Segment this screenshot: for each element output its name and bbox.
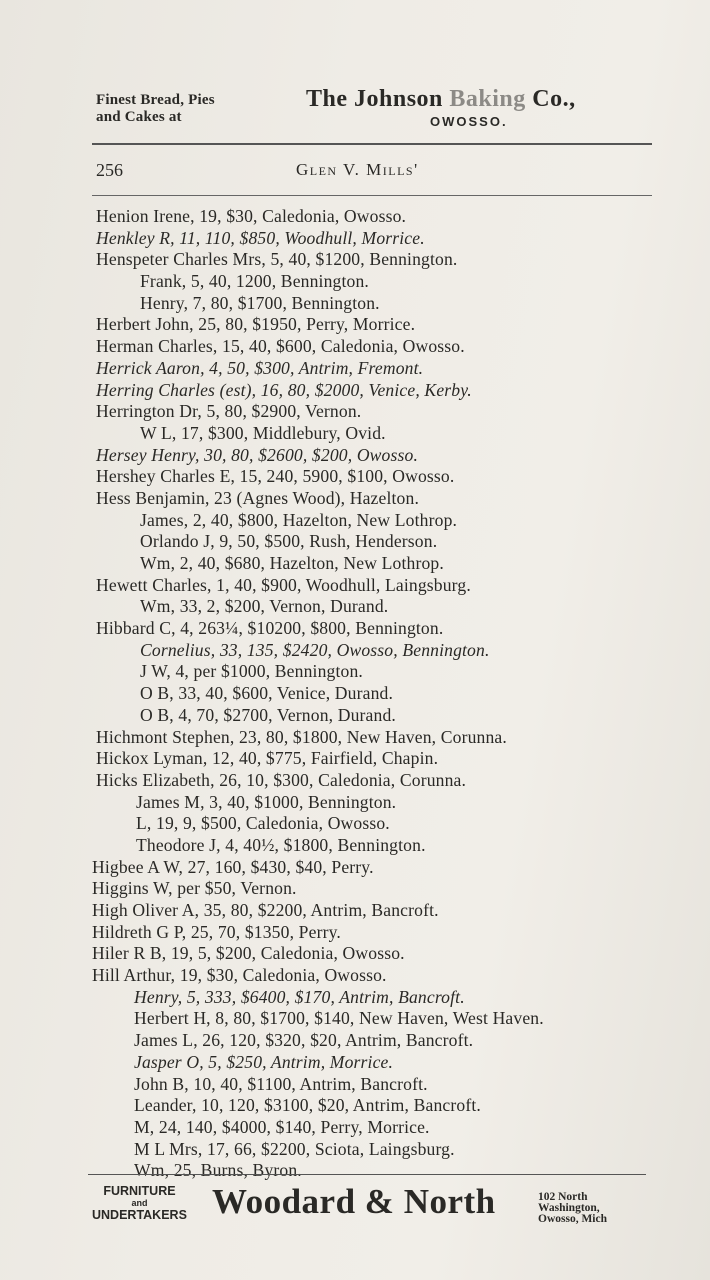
directory-entry: Higbee A W, 27, 160, $430, $40, Perry.: [92, 856, 374, 877]
ad-services: [92, 1185, 187, 1221]
ad-services-and: and: [131, 1198, 148, 1208]
header-rule: [92, 195, 652, 196]
directory-entry: Henry, 5, 333, $6400, $170, Antrim, Bancroft.: [134, 986, 465, 1007]
directory-entry: W L, 17, $300, Middlebury, Ovid.: [140, 422, 386, 443]
directory-entry: Hibbard C, 4, 263¼, $10200, $800, Bennington.: [96, 618, 444, 639]
directory-entry: James M, 3, 40, $1000, Bennington.: [136, 791, 397, 812]
ad-tagline-line1: Finest Bread, Pies: [96, 92, 215, 108]
directory-entry: James L, 26, 120, $320, $20, Antrim, Bancroft.: [134, 1030, 474, 1051]
running-title: Glen V. Mills': [296, 160, 419, 179]
directory-entry: M, 24, 140, $4000, $140, Perry, Morrice.: [134, 1116, 430, 1137]
ad-town: OWOSSO.: [430, 114, 508, 129]
directory-entry: Theodore J, 4, 40½, $1800, Bennington.: [136, 834, 426, 855]
directory-entry: Wm, 25, Burns, Byron.: [134, 1160, 302, 1181]
directory-entry: Herbert John, 25, 80, $1950, Perry, Morrice.: [96, 314, 416, 335]
top-rule: [92, 143, 652, 145]
ad-company-the: The: [306, 86, 348, 112]
directory-entry: Higgins W, per $50, Vernon.: [92, 878, 297, 899]
ad-company-baking: Baking: [449, 86, 526, 112]
directory-entry: Orlando J, 9, 50, $500, Rush, Henderson.: [140, 531, 438, 552]
directory-entry: Hess Benjamin, 23 (Agnes Wood), Hazelton.: [96, 487, 419, 508]
directory-entry: M L Mrs, 17, 66, $2200, Sciota, Laingsburg.: [134, 1138, 455, 1159]
directory-entry: Hershey Charles E, 15, 240, 5900, $100, Owosso.: [96, 466, 455, 487]
directory-entry: O B, 33, 40, $600, Venice, Durand.: [140, 683, 394, 704]
top-advertisement: [96, 86, 656, 136]
directory-entry: Hickox Lyman, 12, 40, $775, Fairfield, Chapin.: [96, 748, 439, 769]
page-number: 256: [96, 160, 123, 180]
directory-entry: Hicks Elizabeth, 26, 10, $300, Caledonia, Corunna.: [96, 769, 467, 790]
directory-entry: Henspeter Charles Mrs, 5, 40, $1200, Bennington.: [96, 249, 458, 270]
ad-services-undertakers: UNDERTAKERS: [92, 1208, 187, 1222]
directory-entry: Henion Irene, 19, $30, Caledonia, Owosso.: [96, 206, 407, 226]
directory-entry: Hewett Charles, 1, 40, $900, Woodhull, Laingsburg.: [96, 574, 471, 595]
bottom-rule: [88, 1174, 646, 1175]
ad-company-co: Co.,: [532, 86, 576, 112]
directory-entry: Herrick Aaron, 4, 50, $300, Antrim, Fremont.: [96, 357, 424, 378]
ad-company-johnson: Johnson: [354, 86, 443, 112]
directory-entry: J W, 4, per $1000, Bennington.: [140, 661, 363, 682]
directory-entry: Herrington Dr, 5, 80, $2900, Vernon.: [96, 401, 362, 422]
directory-entries: [0, 206, 710, 1182]
ad-address-line1: 102 North: [538, 1191, 588, 1203]
directory-entry: Hersey Henry, 30, 80, $2600, $200, Owosso.: [96, 444, 418, 465]
directory-entry: Henkley R, 11, 110, $850, Woodhull, Morrice.: [96, 227, 425, 248]
bottom-advertisement: [92, 1182, 652, 1232]
directory-entry: L, 19, 9, $500, Caledonia, Owosso.: [136, 813, 390, 834]
directory-entry: Frank, 5, 40, 1200, Bennington.: [140, 271, 369, 292]
directory-entry: Hildreth G P, 25, 70, $1350, Perry.: [92, 921, 341, 942]
ad-address: [538, 1192, 607, 1225]
directory-entry: Herbert H, 8, 80, $1700, $140, New Haven, West Haven.: [134, 1008, 544, 1029]
directory-entry: Wm, 2, 40, $680, Hazelton, New Lothrop.: [140, 553, 444, 573]
directory-entry: Hichmont Stephen, 23, 80, $1800, New Haven, Corunna.: [96, 726, 507, 747]
directory-entry: James, 2, 40, $800, Hazelton, New Lothrop.: [140, 509, 458, 530]
directory-entry: Wm, 33, 2, $200, Vernon, Durand.: [140, 596, 389, 617]
ad-company-name: [306, 86, 576, 113]
directory-entry: Hill Arthur, 19, $30, Caledonia, Owosso.: [92, 965, 387, 986]
directory-entry: Hiler R B, 19, 5, $200, Caledonia, Owosso.: [92, 943, 405, 964]
directory-entry: Jasper O, 5, $250, Antrim, Morrice.: [134, 1051, 394, 1072]
page-header: [96, 160, 652, 184]
ad-address-line2: Washington,: [538, 1202, 600, 1214]
ad-address-line3: Owosso, Mich: [538, 1213, 607, 1225]
directory-entry: High Oliver A, 35, 80, $2200, Antrim, Bancroft.: [92, 900, 439, 920]
directory-entry: Leander, 10, 120, $3100, $20, Antrim, Bancroft.: [134, 1095, 481, 1116]
ad-services-furniture: FURNITURE: [103, 1184, 176, 1198]
directory-entry: Cornelius, 33, 135, $2420, Owosso, Bennington.: [140, 639, 490, 660]
directory-entry: Henry, 7, 80, $1700, Bennington.: [140, 292, 380, 313]
directory-entry: Herring Charles (est), 16, 80, $2000, Venice, Kerby.: [96, 379, 472, 400]
ad-business-name: Woodard & North: [212, 1182, 496, 1221]
ad-tagline: [96, 92, 215, 126]
directory-entry: John B, 10, 40, $1100, Antrim, Bancroft.: [134, 1073, 428, 1094]
ad-tagline-line2: and Cakes at: [96, 109, 182, 125]
directory-entry: O B, 4, 70, $2700, Vernon, Durand.: [140, 704, 396, 725]
directory-entry: Herman Charles, 15, 40, $600, Caledonia, Owosso.: [96, 336, 465, 357]
